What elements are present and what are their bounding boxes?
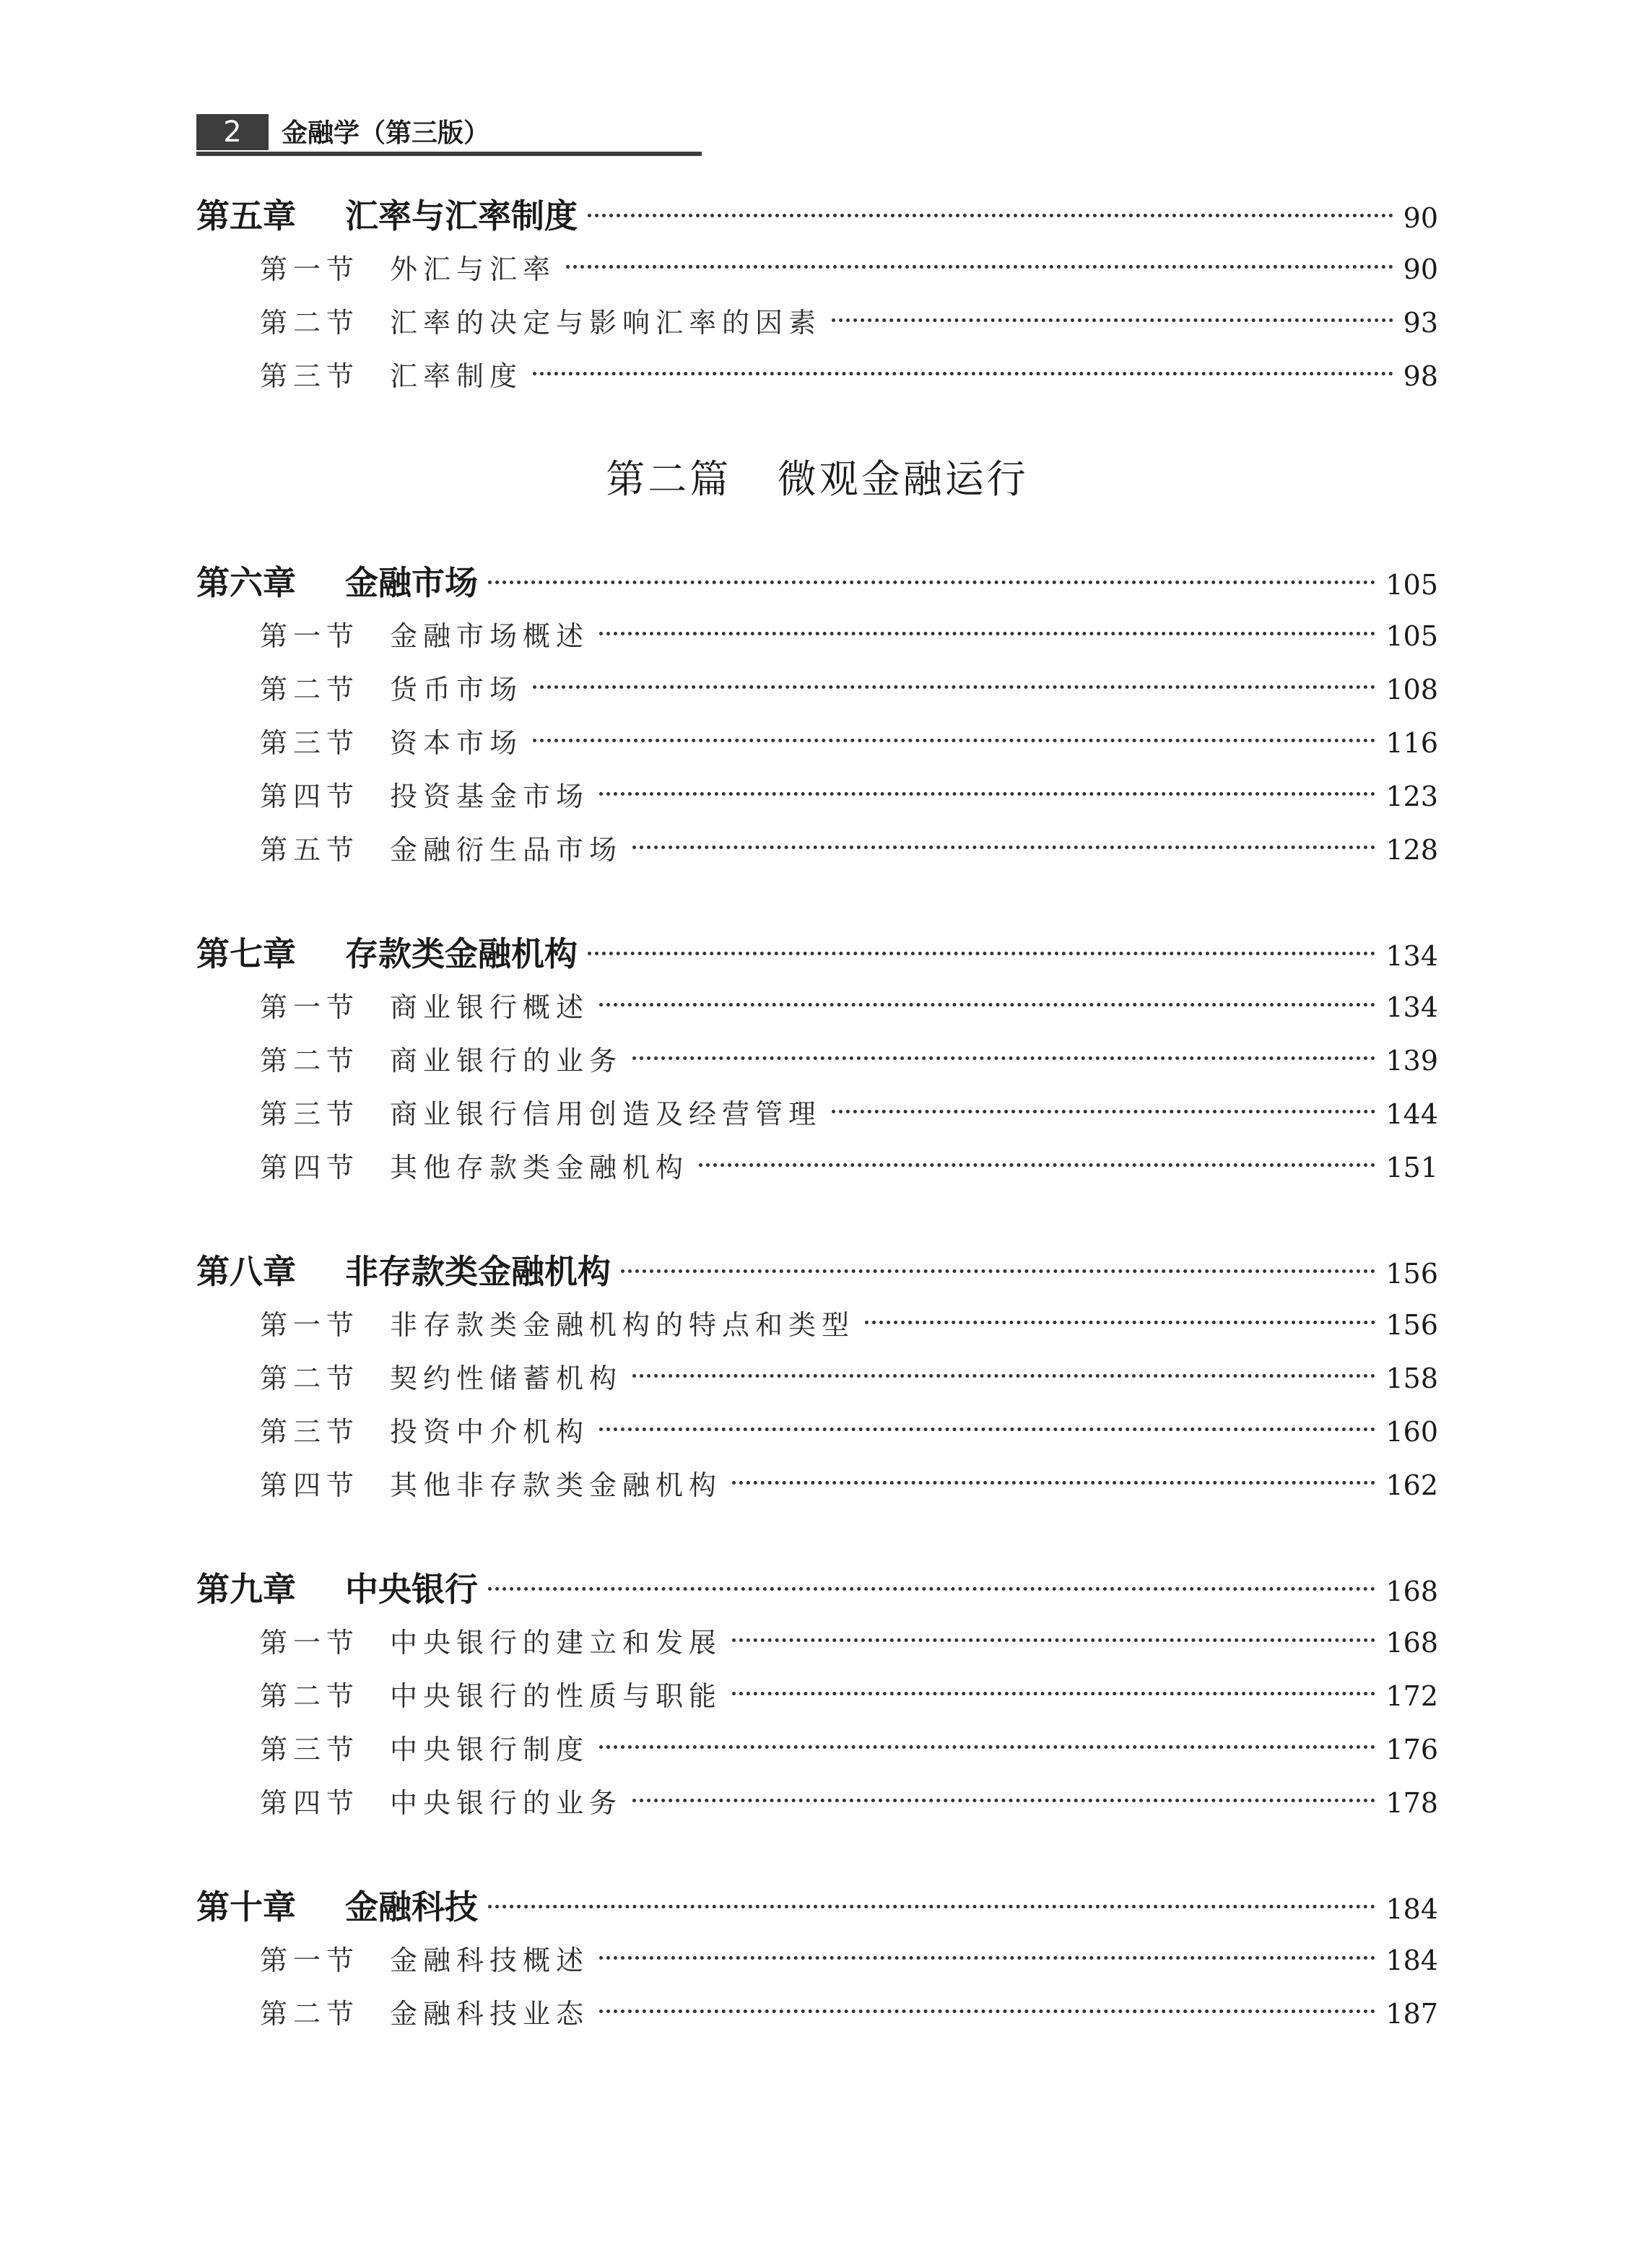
chapter-title: 汇率与汇率制度 xyxy=(345,196,578,235)
section-label xyxy=(260,1087,822,1141)
chapter-page: 184 xyxy=(1385,1893,1438,1925)
dot-leader xyxy=(588,952,1375,955)
chapter-title: 金融市场 xyxy=(345,563,478,602)
section-page: 172 xyxy=(1385,1680,1438,1712)
part-number: 第二篇 xyxy=(606,456,732,502)
section-title: 非存款类金融机构的特点和类型 xyxy=(390,1309,856,1341)
book-title: 金融学（第三版） xyxy=(282,118,490,148)
section-label xyxy=(260,1459,722,1512)
section-title: 金融衍生品市场 xyxy=(390,834,623,866)
toc-section[interactable] xyxy=(196,296,1438,349)
section-number: 第四节 xyxy=(260,1152,360,1183)
section-title: 商业银行的业务 xyxy=(390,1045,623,1077)
section-title: 货币市场 xyxy=(390,674,523,705)
part-title xyxy=(196,443,1438,516)
dot-leader xyxy=(566,265,1393,269)
section-title: 中央银行的性质与职能 xyxy=(390,1680,723,1712)
section-title: 外汇与汇率 xyxy=(390,253,557,285)
chapter-number: 第十章 xyxy=(196,1887,296,1926)
section-label xyxy=(260,1934,589,1987)
dot-leader xyxy=(732,1638,1375,1642)
dot-leader xyxy=(599,1428,1375,1431)
section-title: 契约性储蓄机构 xyxy=(390,1363,623,1394)
dot-leader xyxy=(488,1587,1375,1591)
toc-section[interactable] xyxy=(196,823,1438,877)
section-number: 第二节 xyxy=(260,1680,360,1712)
toc-section[interactable] xyxy=(196,243,1438,296)
toc-section[interactable] xyxy=(196,609,1438,663)
section-label xyxy=(260,1723,589,1776)
toc-section[interactable] xyxy=(196,1616,1438,1669)
section-number: 第一节 xyxy=(260,991,360,1023)
section-number: 第二节 xyxy=(260,674,360,705)
toc-chapter-5[interactable] xyxy=(196,189,1438,243)
section-title: 金融市场概述 xyxy=(390,620,590,652)
dot-leader xyxy=(533,372,1393,375)
section-label xyxy=(260,243,556,296)
section-title: 中央银行的业务 xyxy=(390,1787,623,1819)
chapter-page: 105 xyxy=(1385,569,1438,601)
chapter-number: 第七章 xyxy=(196,934,296,973)
section-number: 第二节 xyxy=(260,1045,360,1077)
toc-section[interactable] xyxy=(196,770,1438,823)
section-label xyxy=(260,1034,622,1087)
section-number: 第三节 xyxy=(260,727,360,759)
toc-section[interactable] xyxy=(196,1987,1438,2041)
toc-chapter-7[interactable] xyxy=(196,927,1438,981)
toc-section[interactable] xyxy=(196,1352,1438,1405)
section-page: 105 xyxy=(1385,620,1438,652)
dot-leader xyxy=(488,1905,1375,1908)
page-header xyxy=(196,114,1438,156)
section-page: 134 xyxy=(1385,991,1438,1023)
section-number: 第五节 xyxy=(260,834,360,866)
toc-section[interactable] xyxy=(196,1459,1438,1512)
section-title: 中央银行的建立和发展 xyxy=(390,1627,723,1659)
section-label xyxy=(260,1987,589,2041)
dot-leader xyxy=(832,318,1393,322)
section-label xyxy=(260,1405,589,1459)
section-page: 158 xyxy=(1385,1363,1438,1394)
chapter-label xyxy=(196,189,578,243)
dot-leader xyxy=(533,739,1375,742)
section-label xyxy=(260,1352,622,1405)
chapter-title: 存款类金融机构 xyxy=(345,934,578,973)
toc-section[interactable] xyxy=(196,663,1438,716)
section-title: 金融科技概述 xyxy=(390,1945,590,1976)
dot-leader xyxy=(588,214,1393,217)
section-page: 176 xyxy=(1385,1734,1438,1765)
section-page: 116 xyxy=(1385,727,1438,759)
section-page: 162 xyxy=(1385,1469,1438,1501)
dot-leader xyxy=(599,2010,1375,2013)
chapter-page: 168 xyxy=(1385,1576,1438,1607)
toc-section[interactable] xyxy=(196,1405,1438,1459)
dot-leader xyxy=(632,846,1375,849)
dot-leader xyxy=(599,632,1375,635)
table-of-contents xyxy=(196,189,1438,2041)
chapter-label xyxy=(196,1880,478,1934)
page-number: 2 xyxy=(196,114,269,150)
section-label xyxy=(260,1669,722,1723)
dot-leader xyxy=(632,1374,1375,1378)
chapter-number: 第六章 xyxy=(196,563,296,602)
section-page: 93 xyxy=(1403,307,1438,339)
dot-leader xyxy=(732,1481,1375,1485)
section-page: 156 xyxy=(1385,1309,1438,1341)
section-label xyxy=(260,716,523,770)
section-page: 139 xyxy=(1385,1045,1438,1077)
section-title: 金融科技业态 xyxy=(390,1998,590,2030)
section-title: 投资基金市场 xyxy=(390,781,590,812)
chapter-page: 134 xyxy=(1385,940,1438,972)
header-rule xyxy=(196,152,702,156)
section-label xyxy=(260,609,589,663)
toc-section[interactable] xyxy=(196,1723,1438,1776)
section-number: 第三节 xyxy=(260,360,360,392)
section-page: 160 xyxy=(1385,1416,1438,1448)
chapter-label xyxy=(196,927,578,981)
section-number: 第一节 xyxy=(260,1309,360,1341)
section-number: 第三节 xyxy=(260,1098,360,1130)
toc-section[interactable] xyxy=(196,1141,1438,1194)
section-title: 汇率制度 xyxy=(390,360,523,392)
section-number: 第一节 xyxy=(260,1627,360,1659)
part-name: 微观金融运行 xyxy=(777,456,1029,502)
section-page: 187 xyxy=(1385,1998,1438,2030)
section-page: 178 xyxy=(1385,1787,1438,1819)
section-number: 第二节 xyxy=(260,1363,360,1394)
chapter-number: 第五章 xyxy=(196,196,296,235)
dot-leader xyxy=(599,1745,1375,1749)
dot-leader xyxy=(632,1056,1375,1060)
section-label xyxy=(260,1141,689,1194)
section-number: 第二节 xyxy=(260,307,360,339)
section-title: 投资中介机构 xyxy=(390,1416,590,1448)
section-title: 中央银行制度 xyxy=(390,1734,590,1765)
dot-leader xyxy=(599,1956,1375,1960)
toc-section[interactable] xyxy=(196,981,1438,1034)
dot-leader xyxy=(832,1110,1375,1113)
section-page: 98 xyxy=(1403,360,1438,392)
section-page: 123 xyxy=(1385,781,1438,812)
section-number: 第三节 xyxy=(260,1734,360,1765)
toc-section[interactable] xyxy=(196,349,1438,403)
section-number: 第二节 xyxy=(260,1998,360,2030)
chapter-page: 90 xyxy=(1403,202,1438,234)
dot-leader xyxy=(632,1799,1375,1802)
chapter-title: 非存款类金融机构 xyxy=(345,1252,611,1291)
section-page: 90 xyxy=(1403,253,1438,285)
chapter-number: 第八章 xyxy=(196,1252,296,1291)
chapter-title: 金融科技 xyxy=(345,1887,478,1926)
section-title: 商业银行信用创造及经营管理 xyxy=(390,1098,822,1130)
section-title: 汇率的决定与影响汇率的因素 xyxy=(390,307,822,339)
toc-section[interactable] xyxy=(196,1669,1438,1723)
section-page: 128 xyxy=(1385,834,1438,866)
dot-leader xyxy=(621,1269,1375,1273)
section-label xyxy=(260,770,589,823)
section-page: 108 xyxy=(1385,674,1438,705)
dot-leader xyxy=(488,581,1375,584)
section-number: 第四节 xyxy=(260,1787,360,1819)
dot-leader xyxy=(599,1003,1375,1007)
section-label xyxy=(260,981,589,1034)
dot-leader xyxy=(699,1163,1375,1167)
section-label xyxy=(260,296,822,349)
toc-section[interactable] xyxy=(196,1298,1438,1352)
toc-chapter-6[interactable] xyxy=(196,556,1438,609)
section-page: 151 xyxy=(1385,1152,1438,1183)
dot-leader xyxy=(865,1321,1375,1324)
chapter-label xyxy=(196,1245,611,1298)
section-page: 144 xyxy=(1385,1098,1438,1130)
section-page: 184 xyxy=(1385,1945,1438,1976)
dot-leader xyxy=(599,792,1375,796)
section-label xyxy=(260,1616,722,1669)
dot-leader xyxy=(732,1692,1375,1695)
section-label xyxy=(260,823,622,877)
section-label xyxy=(260,1776,622,1830)
section-page: 168 xyxy=(1385,1627,1438,1659)
section-number: 第四节 xyxy=(260,1469,360,1501)
section-number: 第四节 xyxy=(260,781,360,812)
chapter-label xyxy=(196,1563,478,1616)
toc-chapter-10[interactable] xyxy=(196,1880,1438,1934)
section-label xyxy=(260,663,523,716)
chapter-title: 中央银行 xyxy=(345,1570,478,1609)
section-label xyxy=(260,349,523,403)
section-number: 第一节 xyxy=(260,253,360,285)
section-number: 第一节 xyxy=(260,620,360,652)
toc-chapter-8[interactable] xyxy=(196,1245,1438,1298)
chapter-label xyxy=(196,556,478,609)
toc-section[interactable] xyxy=(196,716,1438,770)
section-title: 其他存款类金融机构 xyxy=(390,1152,689,1183)
toc-section[interactable] xyxy=(196,1934,1438,1987)
toc-section[interactable] xyxy=(196,1034,1438,1087)
toc-section[interactable] xyxy=(196,1087,1438,1141)
section-title: 商业银行概述 xyxy=(390,991,590,1023)
chapter-page: 156 xyxy=(1385,1258,1438,1290)
dot-leader xyxy=(533,685,1375,689)
chapter-number: 第九章 xyxy=(196,1570,296,1609)
section-label xyxy=(260,1298,855,1352)
section-title: 资本市场 xyxy=(390,727,523,759)
toc-chapter-9[interactable] xyxy=(196,1563,1438,1616)
section-number: 第一节 xyxy=(260,1945,360,1976)
section-title: 其他非存款类金融机构 xyxy=(390,1469,723,1501)
toc-section[interactable] xyxy=(196,1776,1438,1830)
section-number: 第三节 xyxy=(260,1416,360,1448)
